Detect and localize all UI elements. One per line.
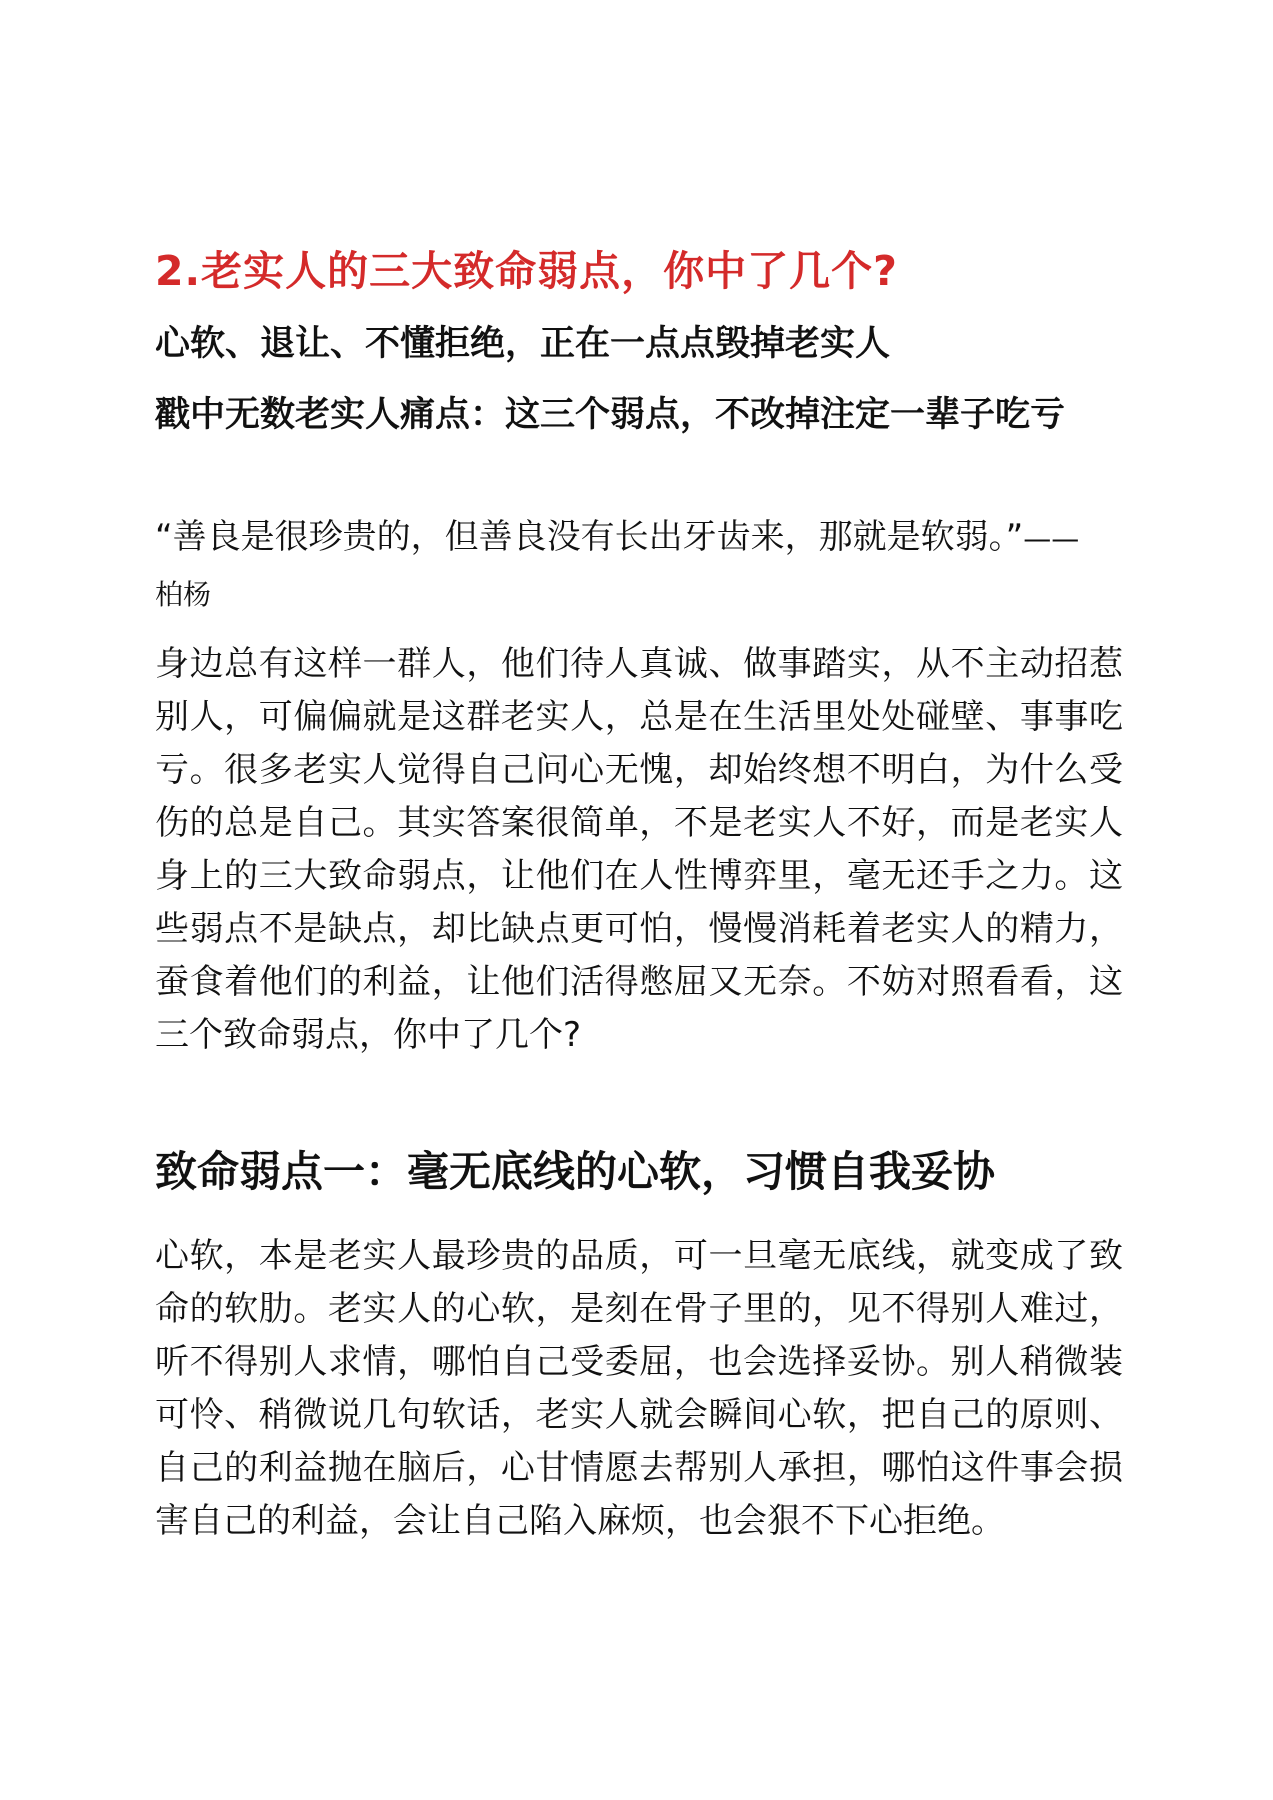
quote-author: ——柏杨 — [155, 522, 1080, 611]
subtitle-1: 心软、退让、不懂拒绝，正在一点点毁掉老实人 — [155, 324, 891, 364]
subtitle-2: 戳中无数老实人痛点：这三个弱点，不改掉注定一辈子吃亏 — [155, 395, 1066, 435]
section-heading: 致命弱点一：毫无底线的心软，习惯自我妥协 — [155, 1147, 996, 1196]
quote-text: “善良是很珍贵的，但善良没有长出牙齿来，那就是软弱。” — [155, 517, 1024, 557]
article-title: 2.老实人的三大致命弱点，你中了几个? — [155, 247, 898, 295]
quote-block — [155, 510, 1095, 622]
intro-paragraph: 身边总有这样一群人，他们待人真诚、做事踏实，从不主动招惹别人，可偏偏就是这群老实人，总是在生活里处处碰壁、事事吃亏。很多老实人觉得自己问心无愧，却始终想不明白，为什么受伤的总是自己。其实答案很简单，不是老实人不好，而是老实人身上的三大致命弱点，让他们在人性博弈里，毫无还手之力。这些弱点不是缺点，却比缺点更可怕，慢慢消耗着老实人的精力，蚕食着他们的利益，让他们活得憋屈又无奈。不妨对照看看，这三个致命弱点，你中了几个? — [155, 644, 1123, 1055]
section-paragraph: 心软，本是老实人最珍贵的品质，可一旦毫无底线，就变成了致命的软肋。老实人的心软，是刻在骨子里的，见不得别人难过，听不得别人求情，哪怕自己受委屈，也会选择妥协。别人稍微装可怜、稍微说几句软话，老实人就会瞬间心软，把自己的原则、自己的利益抛在脑后，心甘情愿去帮别人承担，哪怕这件事会损害自己的利益，会让自己陷入麻烦，也会狠不下心拒绝。 — [155, 1236, 1123, 1541]
